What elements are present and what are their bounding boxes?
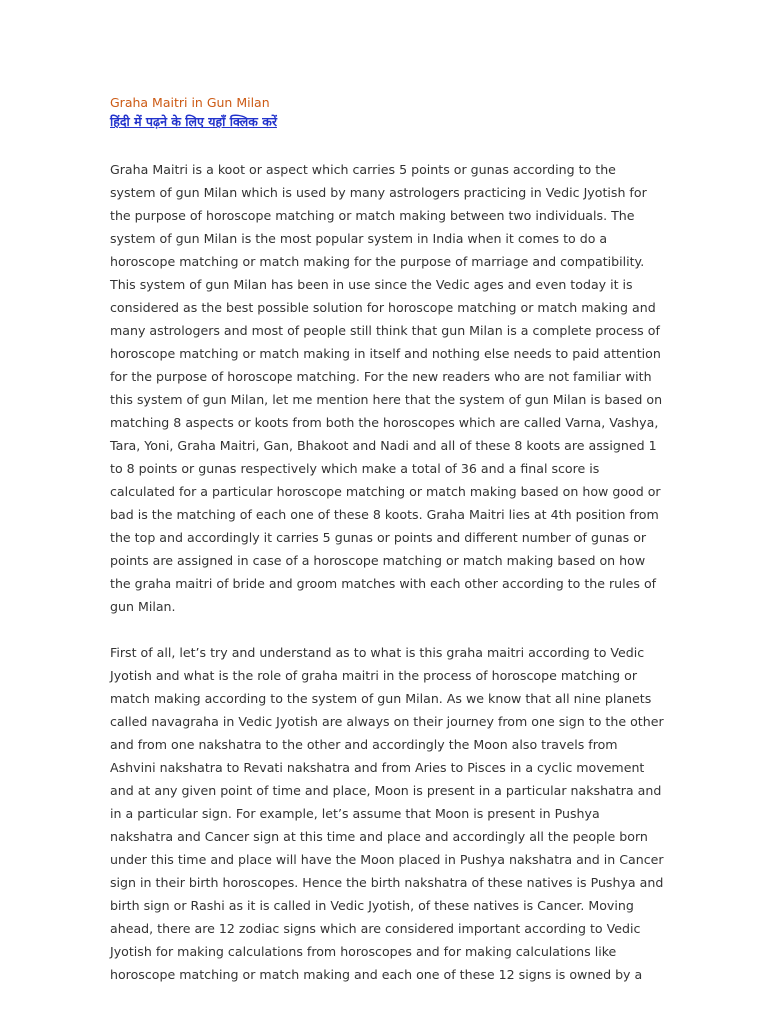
text-line: horoscope matching or match making for the purpose of marriage and compatibility. [110, 254, 645, 269]
text-line: in a particular sign. For example, let’s assume that Moon is present in Pushya [110, 806, 600, 821]
text-line: and from one nakshatra to the other and accordingly the Moon also travels from [110, 737, 618, 752]
article-title: Graha Maitri in Gun Milan [110, 95, 270, 110]
text-line: matching 8 aspects or koots from both the horoscopes which are called Varna, Vashya, [110, 415, 659, 430]
text-line: Jyotish and what is the role of graha maitri in the process of horoscope matching or [110, 668, 638, 683]
text-line: ahead, there are 12 zodiac signs which are considered important according to Vedic [110, 921, 641, 936]
text-line: calculated for a particular horoscope matching or match making based on how good or [110, 484, 661, 499]
text-line: system of gun Milan is the most popular system in India when it comes to do a [110, 231, 608, 246]
article [110, 94, 664, 986]
text-line: Tara, Yoni, Graha Maitri, Gan, Bhakoot and Nadi and all of these 8 koots are assigned 1 [110, 438, 657, 453]
paragraph-2 [110, 641, 664, 986]
text-line: nakshatra and Cancer sign at this time and place and accordingly all the people born [110, 829, 648, 844]
text-line: considered as the best possible solution for horoscope matching or match making and [110, 300, 656, 315]
text-line: called navagraha in Vedic Jyotish are always on their journey from one sign to the other [110, 714, 664, 729]
text-line: system of gun Milan which is used by many astrologers practicing in Vedic Jyotish for [110, 185, 647, 200]
text-line: Jyotish for making calculations from horoscopes and for making calculations like [110, 944, 617, 959]
text-line: horoscope matching or match making in itself and nothing else needs to paid attention [110, 346, 661, 361]
text-line: gun Milan. [110, 599, 176, 614]
text-line: match making according to the system of gun Milan. As we know that all nine planets [110, 691, 652, 706]
text-line: the graha maitri of bride and groom matches with each other according to the rules of [110, 576, 657, 591]
paragraph-1 [110, 158, 663, 618]
text-line: the top and accordingly it carries 5 gunas or points and different number of gunas or [110, 530, 647, 545]
text-line: Graha Maitri is a koot or aspect which carries 5 points or gunas according to the [110, 162, 616, 177]
text-line: horoscope matching or match making and each one of these 12 signs is owned by a [110, 967, 643, 982]
text-line: This system of gun Milan has been in use since the Vedic ages and even today it is [110, 277, 633, 292]
hindi-version-link[interactable]: हिंदी में पढ़ने के लिए यहाँ क्लिक करें [110, 114, 277, 129]
text-line: bad is the matching of each one of these 8 koots. Graha Maitri lies at 4th position from [110, 507, 659, 522]
text-line: this system of gun Milan, let me mention here that the system of gun Milan is based on [110, 392, 663, 407]
text-line: the purpose of horoscope matching or match making between two individuals. The [110, 208, 635, 223]
text-line: for the purpose of horoscope matching. For the new readers who are not familiar with [110, 369, 652, 384]
text-line: many astrologers and most of people still think that gun Milan is a complete process of [110, 323, 660, 338]
text-line: to 8 points or gunas respectively which make a total of 36 and a final score is [110, 461, 600, 476]
text-line: First of all, let’s try and understand as to what is this graha maitri according to Vedic [110, 645, 645, 660]
text-line: and at any given point of time and place, Moon is present in a particular nakshatra and [110, 783, 662, 798]
text-line: birth sign or Rashi as it is called in Vedic Jyotish, of these natives is Cancer. Moving [110, 898, 634, 913]
text-line: points are assigned in case of a horoscope matching or match making based on how [110, 553, 646, 568]
text-line: Ashvini nakshatra to Revati nakshatra and from Aries to Pisces in a cyclic movement [110, 760, 645, 775]
text-line: sign in their birth horoscopes. Hence the birth nakshatra of these natives is Pushya and [110, 875, 664, 890]
text-line: under this time and place will have the Moon placed in Pushya nakshatra and in Cancer [110, 852, 664, 867]
